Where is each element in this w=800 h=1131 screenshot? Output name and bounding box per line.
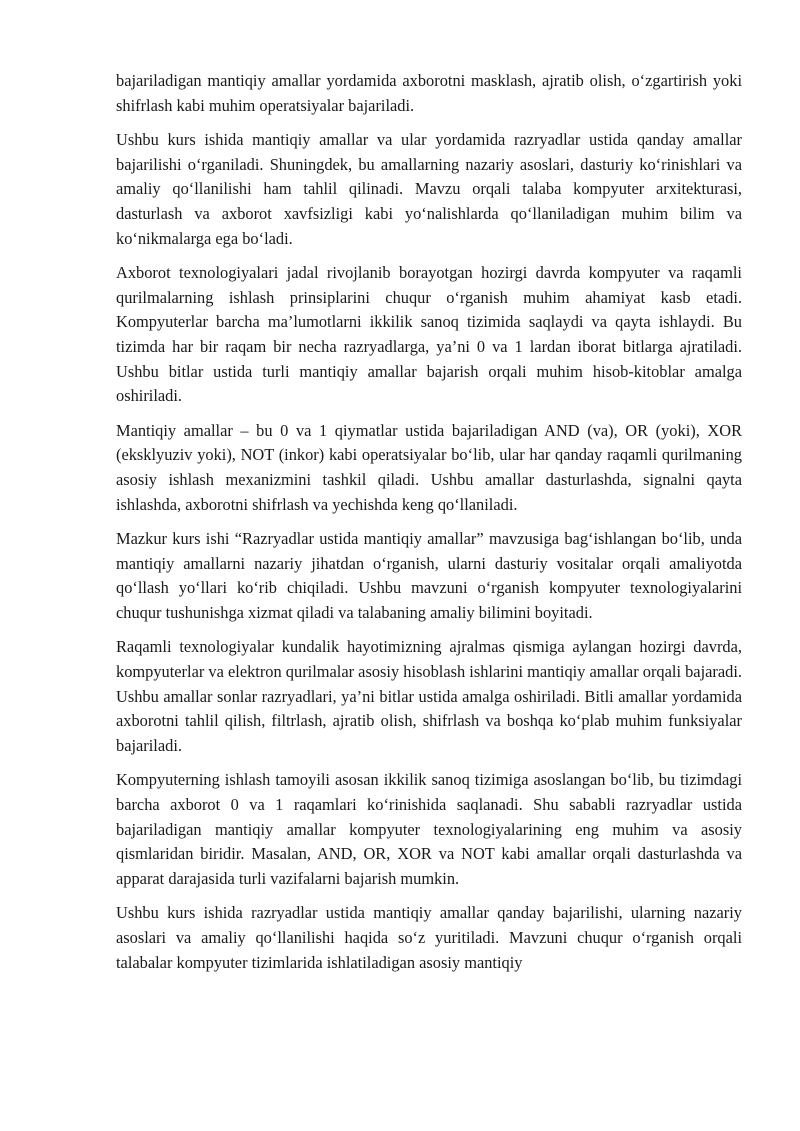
paragraph-4: Mantiqiy amallar – bu 0 va 1 qiymatlar ustida bajariladigan AND (va), OR (yoki), XOR (eksklyuziv yoki), NOT (inkor) kabi operatsiyalar bo‘lib, ular har qanday raqamli qurilmaning asosiy ishlash mexanizmini tashkil qiladi. Ushbu amallar dasturlashda, signalni qayta ishlashda, axborotni shifrlash va yechishda keng qo‘llaniladi. xyxy=(116,420,742,514)
paragraph-2: Ushbu kurs ishida mantiqiy amallar va ular yordamida razryadlar ustida qanday amallar bajarilishi o‘rganiladi. Shuningdek, bu amallarning nazariy asoslari, dasturiy ko‘rinishlari va amaliy qo‘llanilishi ham tahlil qilinadi. Mavzu orqali talaba kompyuter arxitekturasi, dasturlash va axborot xavfsizligi kabi yo‘nalishlarda qo‘llaniladigan muhim bilim va ko‘nikmalarga ega bo‘ladi. xyxy=(116,130,742,248)
paragraph-1: bajariladigan mantiqiy amallar yordamida axborotni masklash, ajratib olish, o‘zgartirish yoki shifrlash kabi muhim operatsiyalar bajariladi. xyxy=(116,71,742,115)
paragraph-8: Ushbu kurs ishida razryadlar ustida mantiqiy amallar qanday bajarilishi, ularning nazariy asoslari va amaliy qo‘llanilishi haqida so‘z yuritiladi. Mavzuni chuqur o‘rganish orqali talabalar kompyuter tizimlarida ishlatiladigan asosiy mantiqiy xyxy=(116,903,742,972)
paragraph-5: Mazkur kurs ishi “Razryadlar ustida mantiqiy amallar” mavzusiga bag‘ishlangan bo‘lib, unda mantiqiy amallarni nazariy jihatdan o‘rganish, ularni dasturiy vositalar orqali amaliyotda qo‘llash yo‘llari ko‘rib chiqiladi. Ushbu mavzuni o‘rganish kompyuter texnologiyalarini chuqur tushunishga xizmat qiladi va talabaning amaliy bilimini boyitadi. xyxy=(116,529,742,622)
paragraph-6: Raqamli texnologiyalar kundalik hayotimizning ajralmas qismiga aylangan hozirgi davrda, kompyuterlar va elektron qurilmalar asosiy hisoblash ishlarini mantiqiy amallar orqali bajaradi. Ushbu amallar sonlar razryadlari, ya’ni bitlar ustida amalga oshiriladi. Bitli amallar yordamida axborotni tahlil qilish, filtrlash, ajratib olish, shifrlash va boshqa ko‘plab muhim funksiyalar bajariladi. xyxy=(116,637,742,755)
paragraph-3: Axborot texnologiyalari jadal rivojlanib borayotgan hozirgi davrda kompyuter va raqamli qurilmalarning ishlash prinsiplarini chuqur o‘rganish muhim ahamiyat kasb etadi. Kompyuterlar barcha ma’lumotlarni ikkilik sanoq tizimida saqlaydi va qayta ishlaydi. Bu tizimda har bir raqam bir necha razryadlarga, ya’ni 0 va 1 lardan iborat bitlarga ajratiladi. Ushbu bitlar ustida turli mantiqiy amallar bajarish orqali muhim hisob-kitoblar amalga oshiriladi. xyxy=(116,263,742,406)
paragraph-7: Kompyuterning ishlash tamoyili asosan ikkilik sanoq tizimiga asoslangan bo‘lib, bu tizimdagi barcha axborot 0 va 1 raqamlari ko‘rinishida saqlanadi. Shu sababli razryadlar ustida bajariladigan mantiqiy amallar kompyuter texnologiyalarining eng muhim va asosiy qismlaridan biridir. Masalan, AND, OR, XOR va NOT kabi amallar orqali dasturlashda va apparat darajasida turli vazifalarni bajarish mumkin. xyxy=(116,770,742,888)
body-text xyxy=(116,69,742,985)
